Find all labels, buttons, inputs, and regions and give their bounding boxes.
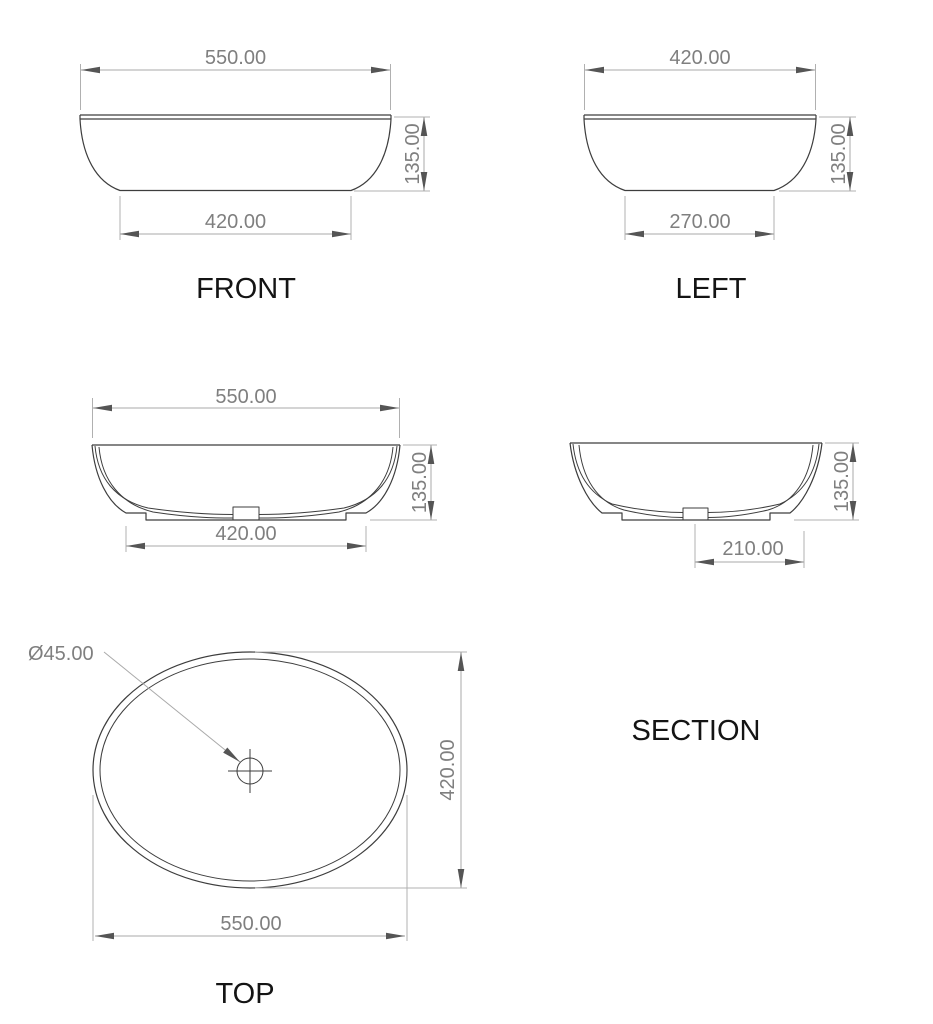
- top-drain-crosshair: [228, 749, 272, 793]
- section-front-dim-base-width-text: 420.00: [215, 523, 277, 545]
- section-side-dim-base-width-text: 210.00: [722, 538, 784, 560]
- left-dim-base-width-text: 270.00: [669, 211, 731, 233]
- top-dim-width: [93, 795, 407, 941]
- top-view-label: TOP: [215, 978, 275, 1010]
- section-side-inner-wall-left: [573, 444, 683, 513]
- section-front-dim-top-width: [93, 386, 400, 438]
- section-side-drain-boss: [683, 508, 708, 520]
- left-basin-outline: [584, 115, 816, 191]
- left-dim-height-text: 135.00: [828, 123, 850, 185]
- section-side-dim-height-text: 135.00: [831, 450, 853, 513]
- section-front-wall-cavity-left: [99, 447, 233, 518]
- front-dim-height: [354, 117, 430, 191]
- top-dim-width-text: 550.00: [220, 913, 282, 935]
- leader-line: [104, 652, 240, 762]
- left-dim-height: [779, 117, 856, 191]
- section-front-dim-height-text: 135.00: [409, 451, 431, 514]
- top-drain-diameter-callout: [28, 643, 240, 762]
- left-dim-base-width: [625, 196, 774, 240]
- section-front-drain-boss: [233, 507, 259, 520]
- front-dim-base-width: [120, 196, 351, 240]
- front-basin-outline: [80, 115, 391, 191]
- section-front-view: [92, 386, 437, 552]
- left-dim-top-width: [585, 47, 816, 110]
- front-view-label: FRONT: [196, 273, 296, 305]
- section-view-label: SECTION: [631, 715, 761, 747]
- top-dim-height-text: 420.00: [437, 739, 459, 801]
- left-dim-top-width-text: 420.00: [669, 47, 731, 69]
- section-side-dim-base-width: [695, 524, 804, 568]
- section-side-inner-wall-right: [708, 444, 819, 513]
- front-dim-height-text: 135.00: [402, 123, 424, 185]
- section-side-view: [570, 443, 859, 747]
- top-view: [28, 643, 467, 1010]
- section-front-inner-wall-left: [95, 446, 233, 515]
- top-dim-height: [255, 652, 467, 888]
- top-drain-diameter-text: Ø45.00: [28, 643, 94, 665]
- section-side-dim-height: [794, 443, 859, 520]
- front-dim-top-width-text: 550.00: [204, 47, 267, 69]
- section-front-dim-base-width: [126, 523, 366, 552]
- front-dim-top-width: [81, 47, 391, 110]
- section-front-inner-wall-right: [259, 446, 397, 515]
- front-view: [80, 47, 430, 305]
- section-front-outer-shell: [92, 445, 400, 520]
- section-front-wall-cavity-right: [259, 447, 393, 518]
- section-front-dim-height: [370, 445, 437, 520]
- left-view: [584, 47, 856, 305]
- section-front-dim-top-width-text: 550.00: [215, 386, 277, 408]
- front-dim-base-width-text: 420.00: [204, 211, 267, 233]
- left-view-label: LEFT: [675, 273, 747, 305]
